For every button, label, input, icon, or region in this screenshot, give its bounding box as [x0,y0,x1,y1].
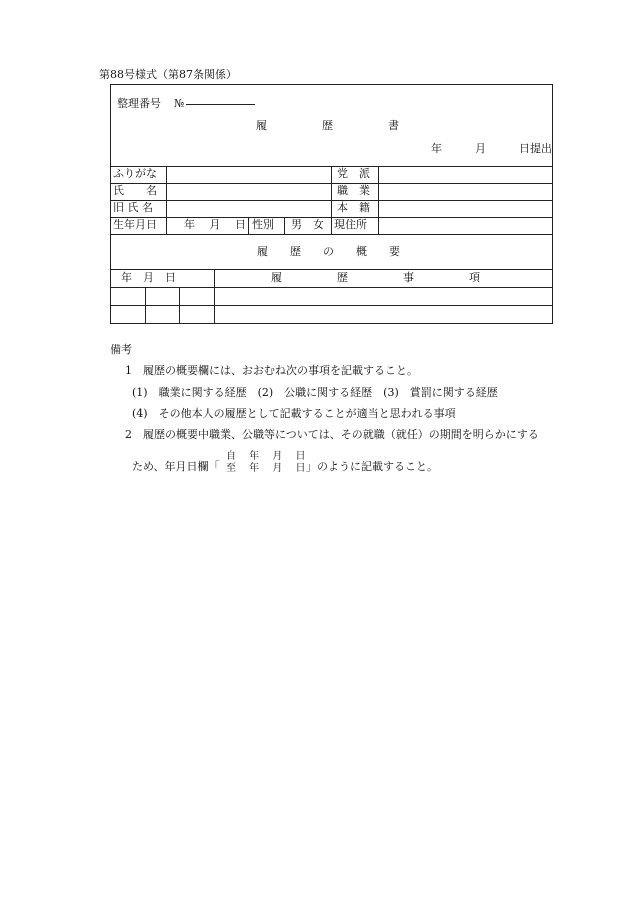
divider [110,305,553,306]
remarks-item-1-sub-2: (4) その他本人の履歴として記載することが適当と思われる事項 [132,407,456,420]
divider [331,166,332,234]
form-number-title: 第88号様式（第87条関係） [99,68,237,81]
remarks-to-date: 至 年 月 日 [226,463,306,474]
serial-number-label: 整理番号 [117,97,161,110]
summary-title: 履 歴 の 概 要 [257,245,400,258]
serial-number-field[interactable] [186,104,255,105]
furigana-label: ふりがな [113,167,157,180]
birthdate-value: 年 月 日 [184,218,246,231]
occupation-label: 職 業 [337,184,370,197]
address-label: 現住所 [334,218,367,231]
divider [145,287,146,324]
history-items-header: 履 歴 事 項 [271,271,480,284]
divider [378,166,379,234]
document-title: 履 歴 書 [256,119,399,132]
divider [110,234,553,235]
gender-label: 性別 [252,218,274,231]
divider [214,269,215,324]
remarks-item-2-cont-suffix: 」のように記載すること。 [306,460,438,473]
domicile-label: 本 籍 [337,201,370,214]
remarks-item-2-cont-prefix: ため、年月日欄「 [132,460,220,473]
history-date-header: 年 月 日 [121,271,176,284]
divider [284,217,285,234]
divider [166,166,167,234]
gender-value: 男 女 [291,218,324,231]
remarks-item-2: 2 履歴の概要中職業、公職等については、その就職（就任）の期間を明らかにする [125,428,539,441]
remarks-title: 備考 [110,343,132,356]
remarks-from-date: 自 年 月 日 [226,451,306,462]
divider [110,287,553,288]
submission-date: 年 月 日提出 [431,142,552,155]
party-label: 党 派 [337,167,370,180]
divider [179,287,180,324]
name-label: 氏 名 [113,184,157,197]
old-name-label: 旧 氏 名 [113,201,153,214]
birthdate-label: 生年月日 [113,218,157,231]
serial-no-mark: № [174,97,185,110]
remarks-item-1-sub-1: (1) 職業に関する経歴 (2) 公職に関する経歴 (3) 賞罰に関する経歴 [132,386,498,399]
divider [248,217,249,234]
remarks-item-1: 1 履歴の概要欄には、おおむね次の事項を記載すること。 [125,364,418,377]
